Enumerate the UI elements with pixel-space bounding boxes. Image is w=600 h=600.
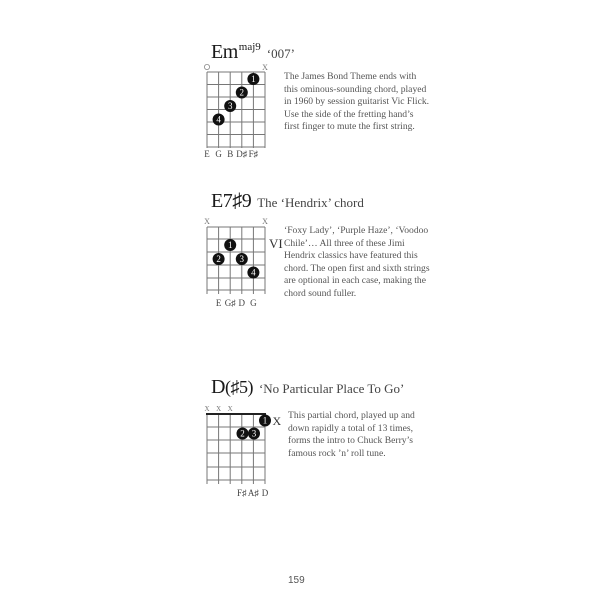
note-labels — [216, 298, 257, 308]
open-string-icon — [204, 64, 209, 69]
svg-text:G: G — [215, 149, 222, 159]
finger-dot-4 — [247, 267, 259, 279]
chord-subtitle: ‘No Particular Place To Go’ — [258, 381, 405, 396]
chord-subtitle: The ‘Hendrix’ chord — [257, 195, 364, 210]
note-labels — [204, 149, 258, 159]
svg-text:D: D — [261, 488, 269, 498]
svg-text:3: 3 — [239, 254, 245, 265]
finger-dot-3 — [248, 428, 260, 440]
svg-text:E: E — [215, 298, 222, 308]
svg-text:1: 1 — [262, 415, 268, 426]
chord-name: Em — [211, 41, 238, 63]
mute-icon: X — [227, 405, 233, 413]
mute-icon: X — [216, 405, 222, 413]
svg-text:4: 4 — [216, 114, 221, 125]
note-labels — [237, 488, 269, 498]
finger-dot-2 — [237, 428, 249, 440]
mute-icon: X — [262, 217, 268, 226]
finger-dot-3 — [236, 253, 248, 265]
svg-text:3: 3 — [251, 428, 257, 439]
mute-icon: X — [204, 405, 210, 413]
svg-text:B: B — [227, 149, 234, 159]
svg-text:F♯: F♯ — [248, 149, 259, 159]
svg-text:3: 3 — [227, 101, 233, 112]
svg-text:A♯: A♯ — [247, 488, 259, 498]
svg-text:2: 2 — [240, 428, 245, 439]
chord-subtitle: ‘007’ — [266, 46, 295, 61]
mute-icon: X — [262, 63, 268, 72]
finger-dot-2 — [213, 253, 225, 265]
svg-text:E: E — [204, 149, 210, 159]
finger-dot-1 — [259, 415, 271, 427]
svg-text:D♯: D♯ — [236, 149, 248, 159]
chord-name: D — [211, 376, 225, 398]
chord-description: ‘Foxy Lady’, ‘Purple Haze’, ‘Voodoo Chile’… All three of these Jimi Hendrix classics have featured this chord. The open first and sixth strings are optional in each case, making the chord sound fuller. — [284, 225, 430, 299]
finger-dot-3 — [224, 100, 236, 112]
svg-text:F♯: F♯ — [237, 488, 247, 498]
chord-superscript: maj9 — [238, 41, 261, 53]
svg-text:2: 2 — [239, 87, 245, 98]
svg-text:G: G — [250, 298, 257, 308]
finger-dot-1 — [247, 73, 259, 85]
finger-dot-2 — [236, 87, 248, 99]
svg-text:2: 2 — [216, 254, 221, 265]
page-number: 159 — [288, 575, 305, 586]
svg-text:1: 1 — [227, 240, 233, 251]
mute-icon: X — [204, 217, 210, 226]
finger-dot-4 — [213, 114, 225, 126]
svg-text:4: 4 — [251, 267, 256, 278]
fret-position-label: VI — [269, 236, 283, 251]
chord-title-e7sharp9 — [211, 190, 364, 213]
chord-title-dsharp5 — [211, 376, 404, 399]
chord-description: The James Bond Theme ends with this ominous-sounding chord, played in 1960 by session guitarist Vic Flick. Use the side of the fretting hand’s first finger to mute the first string. — [284, 71, 430, 133]
svg-text:1: 1 — [251, 74, 256, 85]
chord-description: This partial chord, played up and down rapidly a total of 13 times, forms the intro to Chuck Berry’s famous rock ’n’ roll tune. — [288, 410, 415, 459]
chord-diagram-dsharp5 — [207, 414, 265, 484]
mute-string-marker: X — [272, 414, 282, 428]
chord-alteration: (♯5) — [224, 377, 253, 397]
finger-dot-1 — [224, 239, 236, 251]
chord-name: E7♯9 — [211, 190, 252, 212]
svg-text:D: D — [238, 298, 246, 308]
svg-text:G♯: G♯ — [224, 298, 236, 308]
